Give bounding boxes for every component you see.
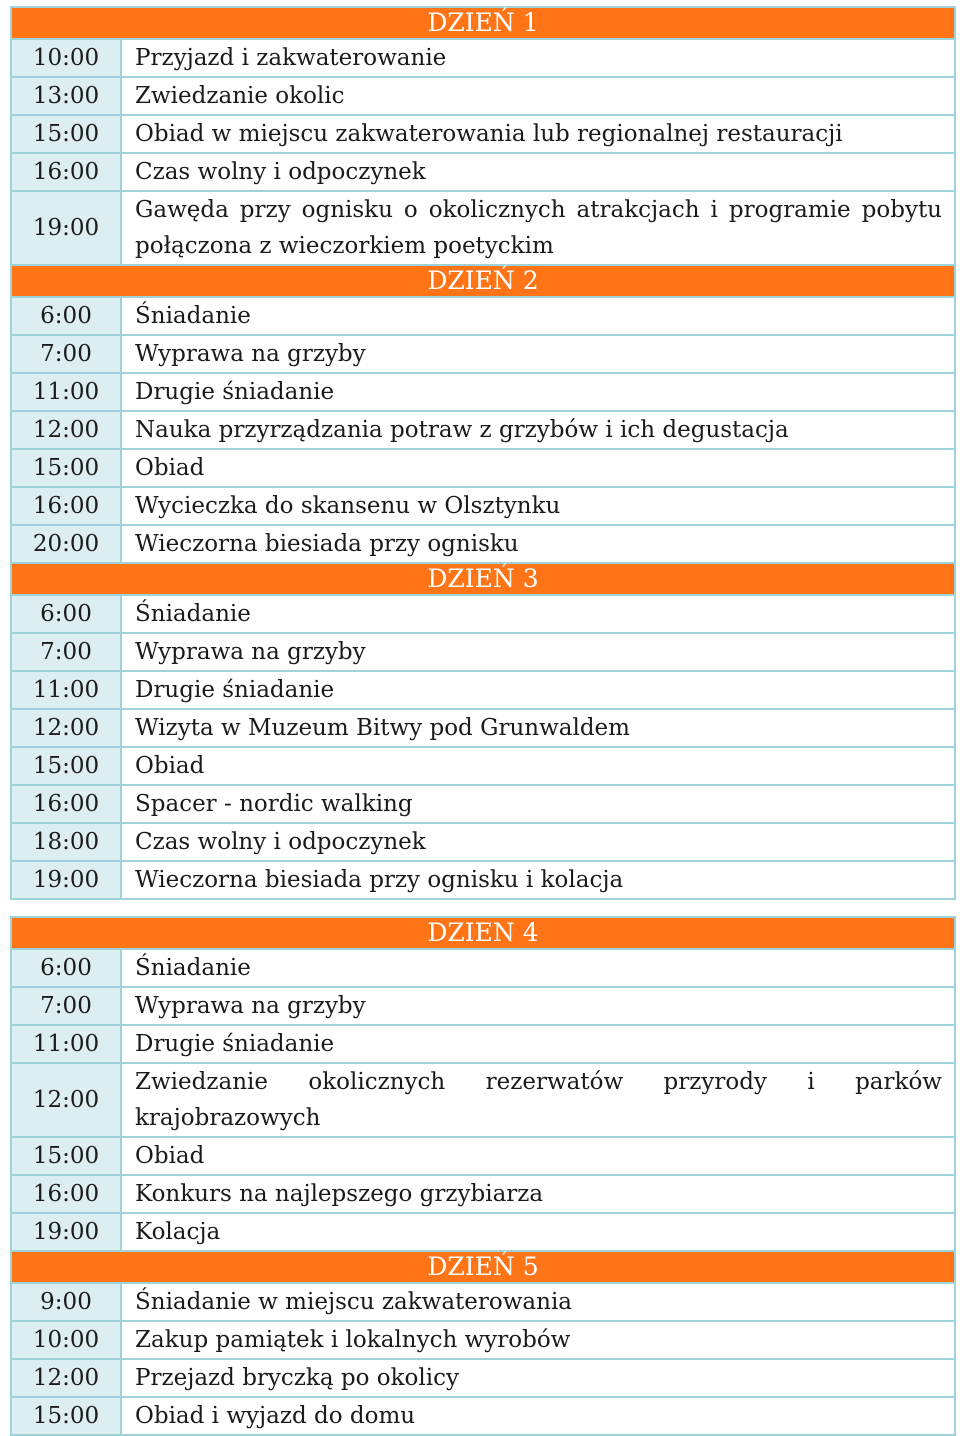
time-cell: 13:00 xyxy=(11,77,121,115)
activity-cell: Przyjazd i zakwaterowanie xyxy=(121,39,955,77)
time-cell: 15:00 xyxy=(11,449,121,487)
schedule-row xyxy=(11,153,955,191)
time-cell: 12:00 xyxy=(11,1359,121,1397)
activity-cell: Zakup pamiątek i lokalnych wyrobów xyxy=(121,1321,955,1359)
schedule-row xyxy=(11,785,955,823)
schedule-row xyxy=(11,747,955,785)
activity-cell: Śniadanie xyxy=(121,297,955,335)
schedule-row xyxy=(11,373,955,411)
activity-cell: Wycieczka do skansenu w Olsztynku xyxy=(121,487,955,525)
time-cell: 6:00 xyxy=(11,297,121,335)
schedule-row xyxy=(11,595,955,633)
activity-cell: Śniadanie w miejscu zakwaterowania xyxy=(121,1283,955,1321)
time-cell: 11:00 xyxy=(11,1025,121,1063)
schedule-row xyxy=(11,633,955,671)
time-cell: 7:00 xyxy=(11,633,121,671)
activity-cell: Wizyta w Muzeum Bitwy pod Grunwaldem xyxy=(121,709,955,747)
day-title: DZIEŃ 2 xyxy=(11,265,955,297)
schedule-row xyxy=(11,525,955,563)
day-header-row xyxy=(11,7,955,39)
time-cell: 11:00 xyxy=(11,671,121,709)
time-cell: 15:00 xyxy=(11,747,121,785)
schedule-row xyxy=(11,1137,955,1175)
activity-cell: Drugie śniadanie xyxy=(121,1025,955,1063)
schedule-row xyxy=(11,115,955,153)
schedule-row xyxy=(11,1213,955,1251)
day-header-row xyxy=(11,563,955,595)
time-cell: 19:00 xyxy=(11,1213,121,1251)
activity-cell: Czas wolny i odpoczynek xyxy=(121,153,955,191)
time-cell: 15:00 xyxy=(11,115,121,153)
time-cell: 15:00 xyxy=(11,1137,121,1175)
day-title: DZIEN 4 xyxy=(11,917,955,949)
schedule-row xyxy=(11,709,955,747)
schedule-row xyxy=(11,1397,955,1435)
time-cell: 20:00 xyxy=(11,525,121,563)
time-cell: 16:00 xyxy=(11,153,121,191)
time-cell: 12:00 xyxy=(11,709,121,747)
schedule-row xyxy=(11,987,955,1025)
schedule-row xyxy=(11,335,955,373)
time-cell: 16:00 xyxy=(11,1175,121,1213)
day-title: DZIEŃ 3 xyxy=(11,563,955,595)
activity-cell: Nauka przyrządzania potraw z grzybów i ich degustacja xyxy=(121,411,955,449)
time-cell: 6:00 xyxy=(11,595,121,633)
day-title: DZIEŃ 5 xyxy=(11,1251,955,1283)
day-header-row xyxy=(11,265,955,297)
activity-cell: Drugie śniadanie xyxy=(121,671,955,709)
schedule-row xyxy=(11,39,955,77)
activity-cell: Obiad xyxy=(121,449,955,487)
time-cell: 9:00 xyxy=(11,1283,121,1321)
schedule-row xyxy=(11,1175,955,1213)
time-cell: 6:00 xyxy=(11,949,121,987)
activity-cell: Obiad xyxy=(121,1137,955,1175)
day-header-row xyxy=(11,917,955,949)
time-cell: 16:00 xyxy=(11,487,121,525)
time-cell: 12:00 xyxy=(11,411,121,449)
activity-cell: Zwiedzanie okolic xyxy=(121,77,955,115)
time-cell: 10:00 xyxy=(11,39,121,77)
schedule-table-days-4-5 xyxy=(10,916,956,1436)
time-cell: 18:00 xyxy=(11,823,121,861)
time-cell: 7:00 xyxy=(11,335,121,373)
activity-cell: Wieczorna biesiada przy ognisku xyxy=(121,525,955,563)
activity-cell: Kolacja xyxy=(121,1213,955,1251)
schedule-row xyxy=(11,823,955,861)
schedule-row xyxy=(11,671,955,709)
schedule-row xyxy=(11,411,955,449)
day-title: DZIEŃ 1 xyxy=(11,7,955,39)
schedule-row xyxy=(11,1025,955,1063)
activity-cell: Wieczorna biesiada przy ognisku i kolacja xyxy=(121,861,955,899)
time-cell: 10:00 xyxy=(11,1321,121,1359)
activity-cell: Śniadanie xyxy=(121,595,955,633)
activity-cell: Drugie śniadanie xyxy=(121,373,955,411)
time-cell: 19:00 xyxy=(11,861,121,899)
day-header-row xyxy=(11,1251,955,1283)
activity-cell: Czas wolny i odpoczynek xyxy=(121,823,955,861)
schedule-row xyxy=(11,77,955,115)
activity-cell: Przejazd bryczką po okolicy xyxy=(121,1359,955,1397)
schedule-row xyxy=(11,191,955,265)
time-cell: 11:00 xyxy=(11,373,121,411)
schedule-row xyxy=(11,449,955,487)
schedule-row xyxy=(11,1359,955,1397)
activity-cell: Zwiedzanie okolicznych rezerwatów przyrody i parków krajobrazowych xyxy=(121,1063,955,1137)
activity-cell: Gawęda przy ognisku o okolicznych atrakcjach i programie pobytu połączona z wieczorkiem poetyckim xyxy=(121,191,955,265)
schedule-row xyxy=(11,861,955,899)
activity-cell: Spacer - nordic walking xyxy=(121,785,955,823)
activity-cell: Wyprawa na grzyby xyxy=(121,987,955,1025)
activity-cell: Obiad xyxy=(121,747,955,785)
time-cell: 19:00 xyxy=(11,191,121,265)
activity-cell: Obiad w miejscu zakwaterowania lub regionalnej restauracji xyxy=(121,115,955,153)
time-cell: 12:00 xyxy=(11,1063,121,1137)
schedule-row xyxy=(11,1283,955,1321)
time-cell: 7:00 xyxy=(11,987,121,1025)
schedule-row xyxy=(11,297,955,335)
time-cell: 15:00 xyxy=(11,1397,121,1435)
schedule-table-days-1-3 xyxy=(10,6,956,900)
activity-cell: Wyprawa na grzyby xyxy=(121,633,955,671)
activity-cell: Śniadanie xyxy=(121,949,955,987)
schedule-row xyxy=(11,1321,955,1359)
schedule-row xyxy=(11,1063,955,1137)
activity-cell: Obiad i wyjazd do domu xyxy=(121,1397,955,1435)
time-cell: 16:00 xyxy=(11,785,121,823)
activity-cell: Wyprawa na grzyby xyxy=(121,335,955,373)
schedule-row xyxy=(11,949,955,987)
activity-cell: Konkurs na najlepszego grzybiarza xyxy=(121,1175,955,1213)
schedule-row xyxy=(11,487,955,525)
